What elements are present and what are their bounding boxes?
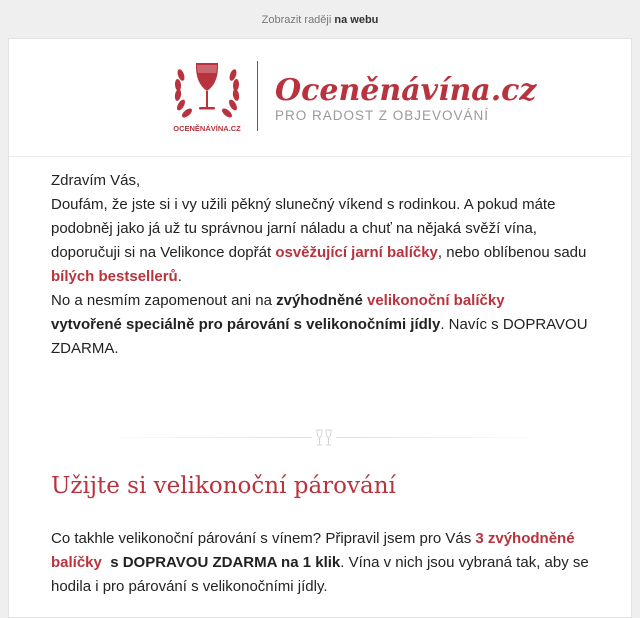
spring-packages-link[interactable]: osvěžující jarní balíčky <box>275 244 438 261</box>
intro-text: . <box>177 268 182 285</box>
easter-paragraph <box>51 289 597 361</box>
intro-text: , nebo oblíbenou sadu <box>437 244 587 261</box>
section-heading: Užijte si velikonoční párování <box>51 473 396 499</box>
wine-glass-laurel-icon[interactable] <box>169 57 245 137</box>
email-card <box>8 38 632 618</box>
easter-bold-text: vytvořené speciálně pro párování s velikonočními jídly <box>51 316 441 333</box>
easter-bold-text: zvýhodněné <box>276 292 363 309</box>
email-header <box>9 39 633 157</box>
logo-tagline: PRO RADOST Z OBJEVOVÁNÍ <box>275 108 490 123</box>
easter-text: . Navíc s DOPRAVOU ZDARMA. <box>51 316 588 357</box>
section-divider <box>97 427 547 451</box>
toast-glasses-icon <box>312 427 336 449</box>
greeting: Zdravím Vás, <box>51 172 141 189</box>
pairing-text: Co takhle velikonoční párování s vínem? Připravil jsem pro Vás <box>51 530 476 547</box>
three-packages-link[interactable]: 3 zvýhodněné balíčky <box>51 530 575 571</box>
intro-section <box>51 169 597 361</box>
free-shipping-text: s DOPRAVOU ZDARMA na 1 klik <box>101 554 341 571</box>
easter-text: No a nesmím zapomenout ani na <box>51 292 277 309</box>
view-in-browser-bar <box>0 0 640 38</box>
pairing-section <box>51 527 597 599</box>
logo-emblem-text: OCENĚNÁVÍNA.CZ <box>173 124 241 133</box>
easter-packages-link[interactable]: velikonoční balíčky <box>366 292 505 309</box>
intro-paragraph <box>51 169 597 289</box>
pairing-paragraph <box>51 527 597 599</box>
view-in-browser-prefix: Zobrazit raději <box>261 14 332 26</box>
logo-title[interactable]: Oceněnávína.cz <box>275 73 537 108</box>
logo-divider <box>257 61 258 131</box>
white-bestsellers-link[interactable]: bílých bestsellerů <box>51 268 178 285</box>
pairing-text: . Vína v nich jsou vybraná tak, aby se hodila i pro párování s velikonočními jídly. <box>51 554 589 595</box>
view-on-web-link[interactable]: na webu <box>334 14 379 26</box>
intro-text: Doufám, že jste si i vy užili pěkný slunečný víkend s rodinkou. A pokud máte podobněj jako já už tu správnou jarní náladu a chuť na nějaká svěží vína, doporučuji si na Velikonce dopřát <box>51 196 556 261</box>
